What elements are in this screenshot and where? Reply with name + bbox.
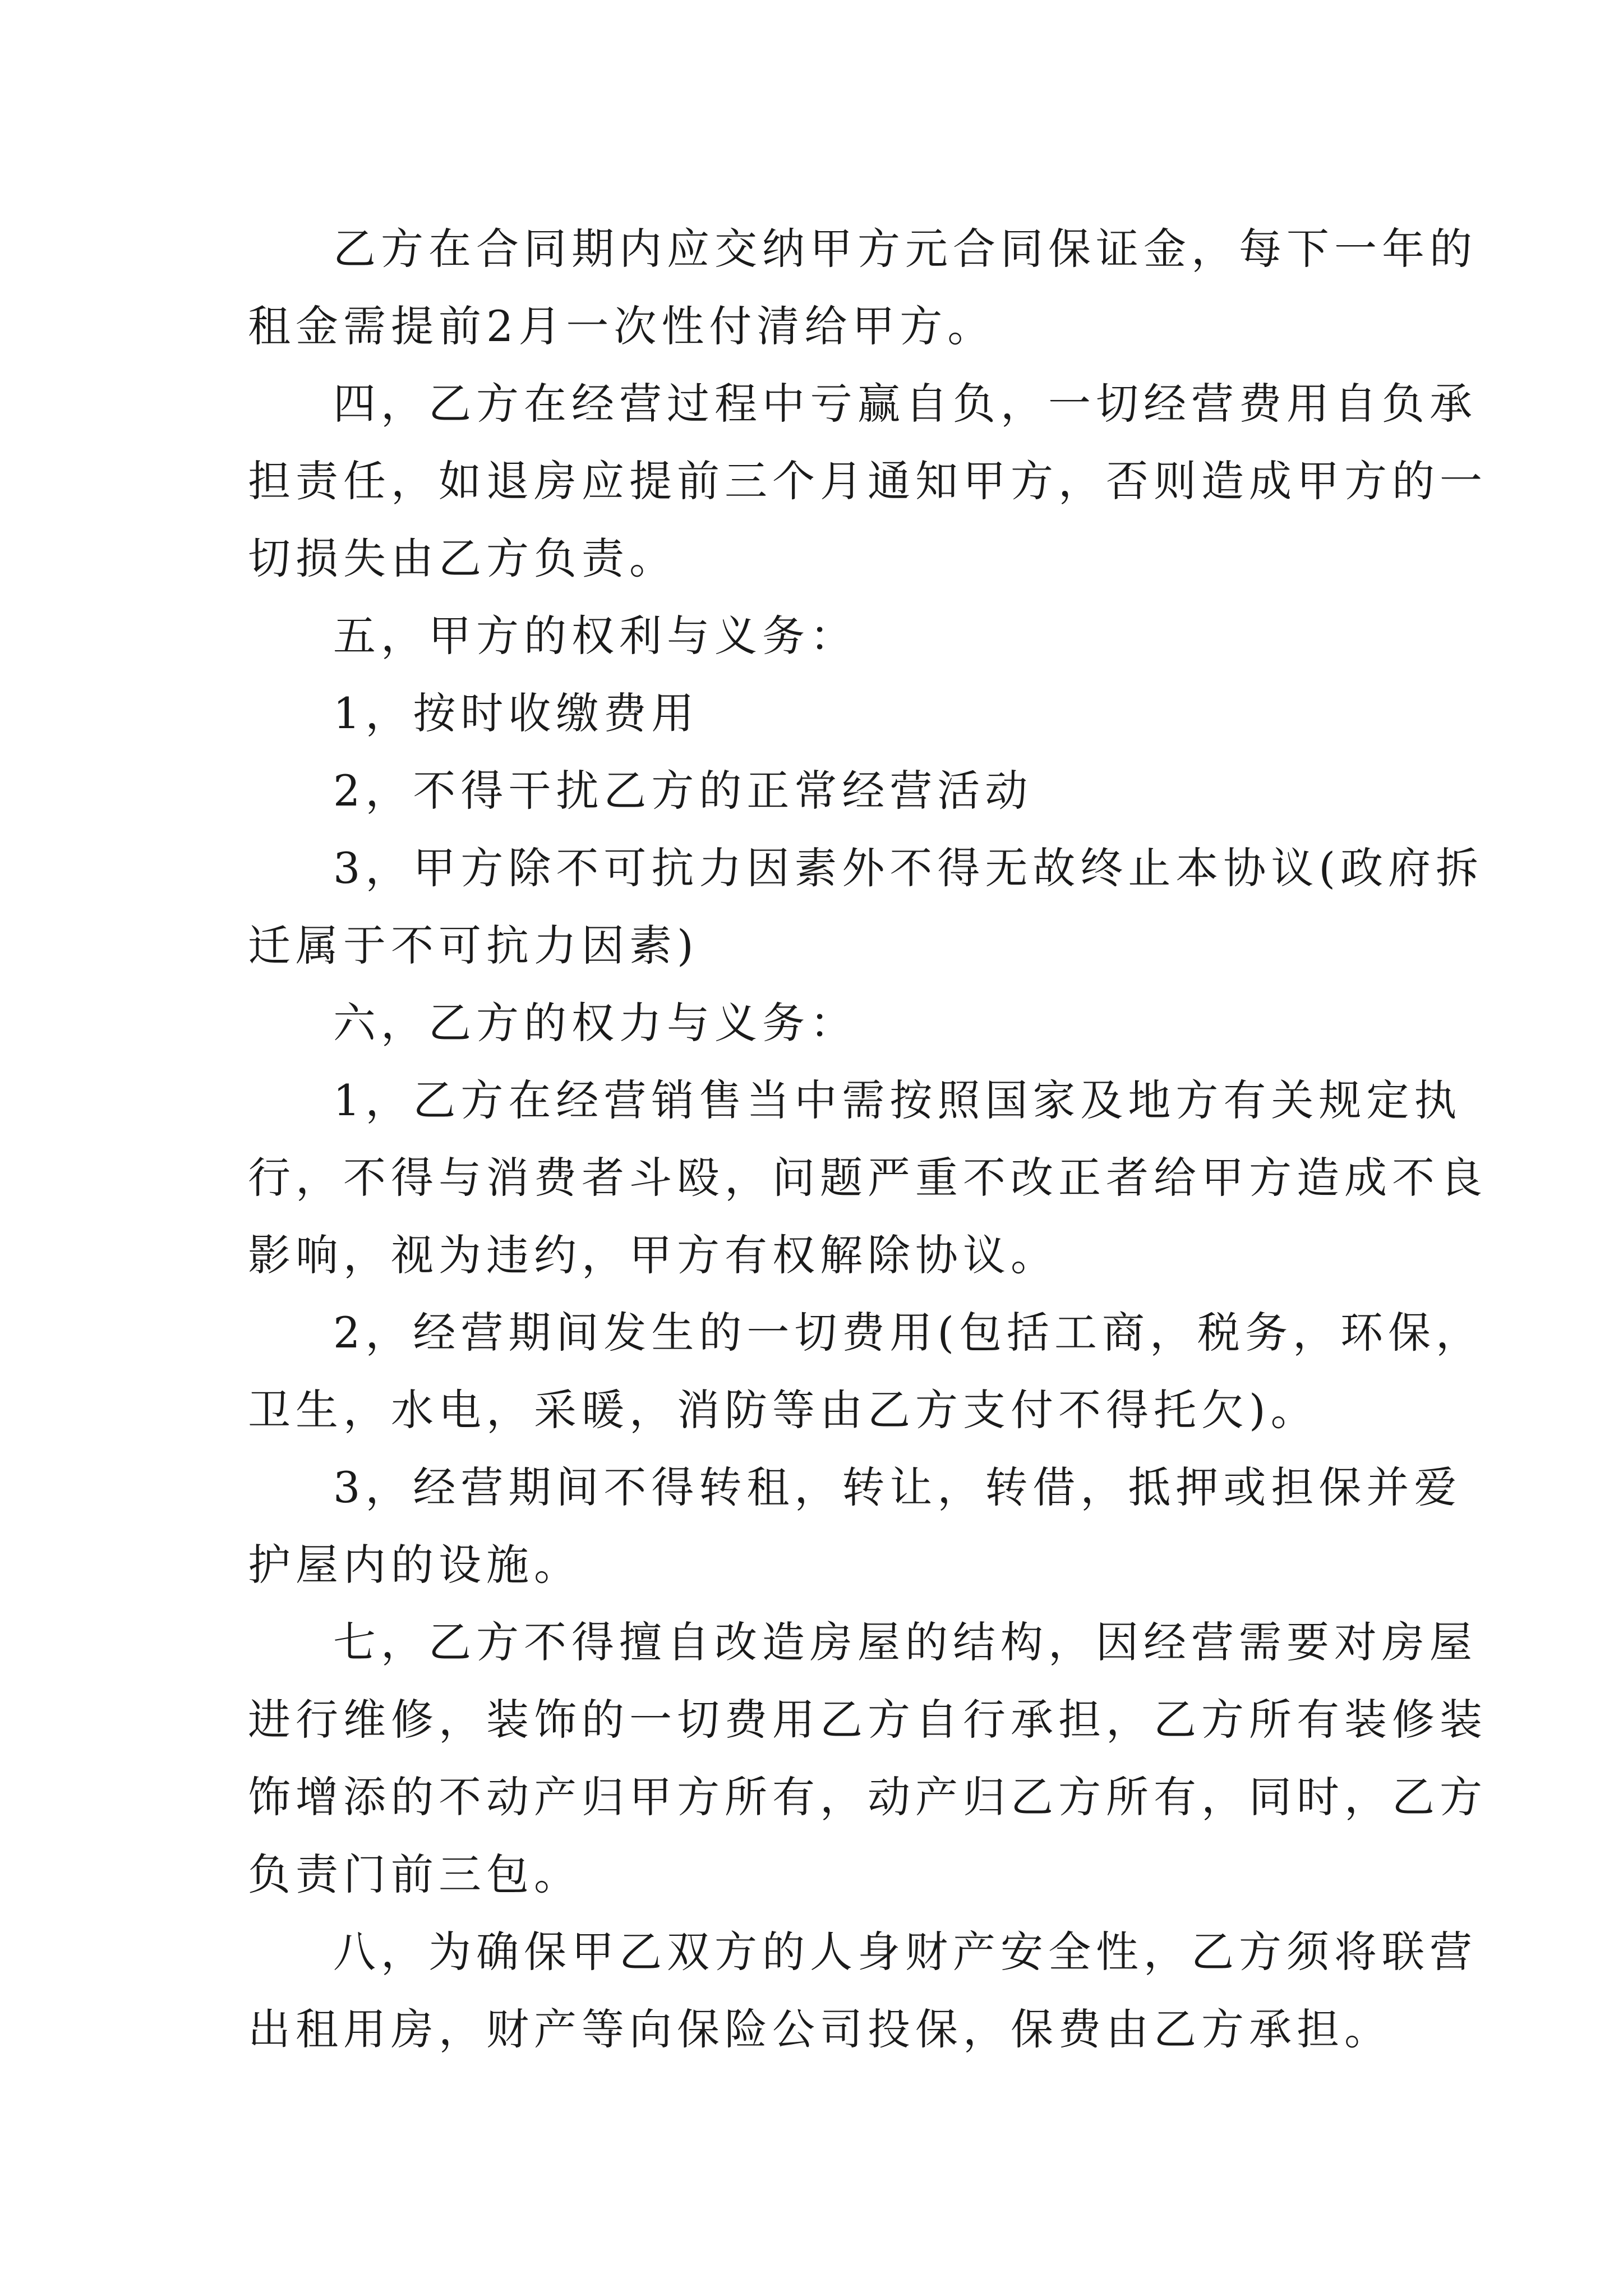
text-line: 迁属于不可抗力因素) bbox=[248, 921, 699, 970]
text-line: 卫生，水电，采暖，消防等由乙方支付不得托欠)。 bbox=[248, 1385, 1318, 1435]
text-line: 饰增添的不动产归甲方所有，动产归乙方所有，同时，乙方 bbox=[248, 1772, 1487, 1822]
text-line: 租金需提前2月一次性付清给甲方。 bbox=[248, 301, 995, 351]
text-line: 乙方在合同期内应交纳甲方元合同保证金，每下一年的 bbox=[333, 224, 1477, 274]
list-item: 1，按时收缴费用 bbox=[333, 688, 699, 738]
text-line: 影响，视为违约，甲方有权解除协议。 bbox=[248, 1230, 1058, 1280]
section-heading: 六，乙方的权力与义务： bbox=[333, 998, 857, 1048]
text-line: 负责门前三包。 bbox=[248, 1849, 582, 1899]
section-heading: 七，乙方不得擅自改造房屋的结构，因经营需要对房屋 bbox=[333, 1617, 1477, 1667]
text-line: 护屋内的设施。 bbox=[248, 1540, 582, 1590]
list-item: 2，不得干扰乙方的正常经营活动 bbox=[333, 766, 1033, 816]
text-line: 四，乙方在经营过程中亏赢自负，一切经营费用自负承 bbox=[333, 379, 1477, 429]
text-line: 担责任，如退房应提前三个月通知甲方，否则造成甲方的一 bbox=[248, 456, 1487, 506]
text-line: 进行维修，装饰的一切费用乙方自行承担，乙方所有装修装 bbox=[248, 1695, 1487, 1745]
list-item: 3，经营期间不得转租，转让，转借，抵押或担保并爱 bbox=[333, 1462, 1462, 1512]
section-heading: 八，为确保甲乙双方的人身财产安全性，乙方须将联营 bbox=[333, 1927, 1477, 1977]
section-heading: 五，甲方的权利与义务： bbox=[333, 611, 857, 661]
list-item: 1，乙方在经营销售当中需按照国家及地方有关规定执 bbox=[333, 1075, 1462, 1125]
list-item: 2，经营期间发生的一切费用(包括工商，税务，环保， bbox=[333, 1308, 1484, 1358]
text-line: 行，不得与消费者斗殴，问题严重不改正者给甲方造成不良 bbox=[248, 1153, 1487, 1203]
text-line: 出租用房，财产等向保险公司投保，保费由乙方承担。 bbox=[248, 2004, 1392, 2054]
document-body bbox=[248, 210, 1487, 2068]
text-line: 切损失由乙方负责。 bbox=[248, 533, 677, 583]
list-item: 3，甲方除不可抗力因素外不得无故终止本协议(政府拆 bbox=[333, 843, 1484, 893]
